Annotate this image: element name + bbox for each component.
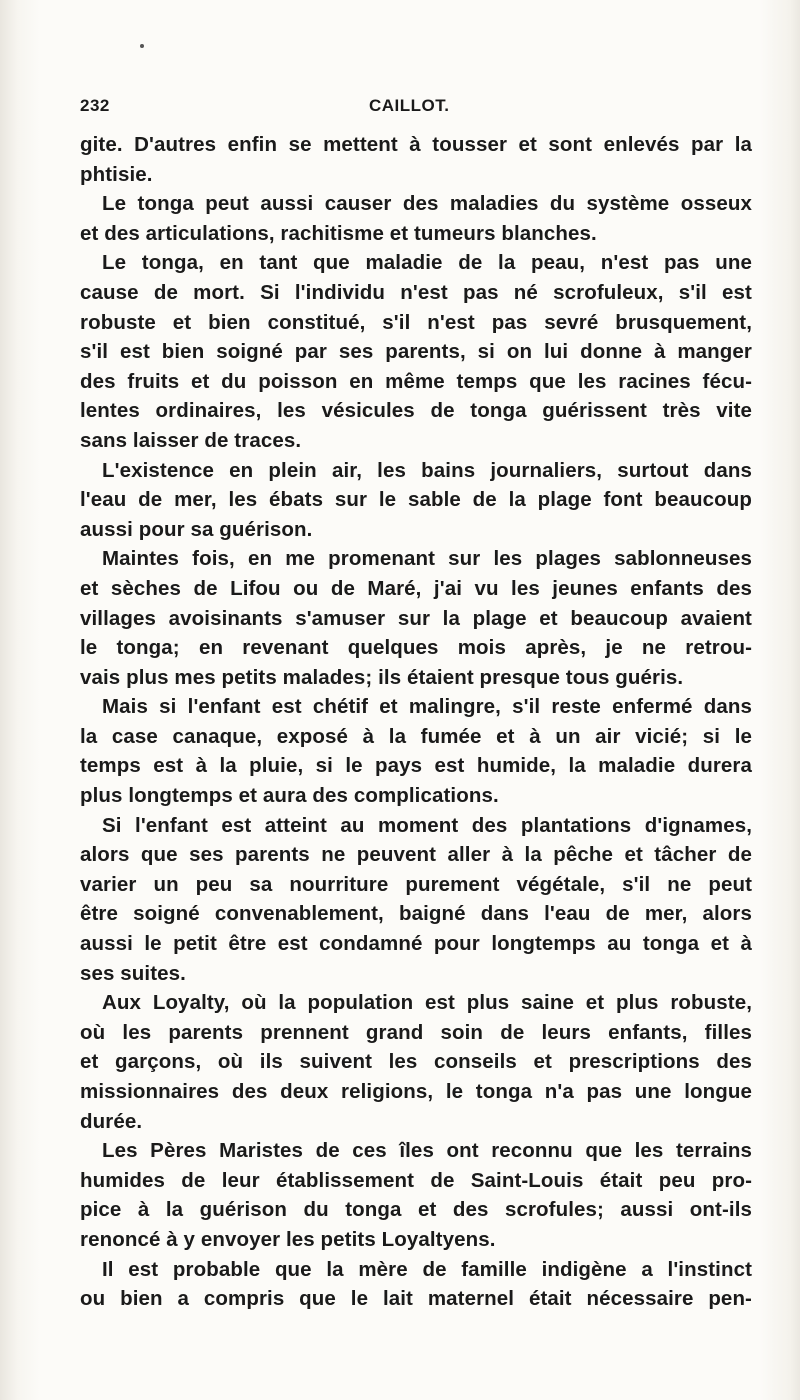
text-line: et sèches de Lifou ou de Maré, j'ai vu les jeunes enfants des	[80, 576, 752, 600]
text-line: aussi pour sa guérison.	[80, 517, 313, 541]
text-line: et des articulations, rachitisme et tumeurs blanches.	[80, 221, 597, 245]
text-line: alors que ses parents ne peuvent aller à la pêche et tâcher de	[80, 843, 752, 867]
text-line: des fruits et du poisson en même temps que les racines fécu-	[80, 369, 752, 393]
text-line: être soigné convenablement, baigné dans l'eau de mer, alors	[80, 902, 752, 926]
body-text	[80, 130, 752, 1314]
text-line: vais plus mes petits malades; ils étaient presque tous guéris.	[80, 665, 684, 689]
text-line: plus longtemps et aura des complications.	[80, 784, 499, 808]
text-line: renoncé à y envoyer les petits Loyaltyens.	[80, 1227, 496, 1251]
running-title: CAILLOT.	[369, 96, 450, 115]
text-line: Les Pères Maristes de ces îles ont reconnu que les terrains	[102, 1139, 752, 1163]
text-line: où les parents prennent grand soin de leurs enfants, filles	[80, 1020, 752, 1044]
text-line: le tonga; en revenant quelques mois après, je ne retrou-	[80, 636, 752, 660]
text-line: gite. D'autres enfin se mettent à tousser et sont enlevés par la	[80, 133, 752, 156]
text-line: lentes ordinaires, les vésicules de tonga guérissent très vite	[80, 399, 752, 423]
text-line: aussi le petit être est condamné pour longtemps au tonga et à	[80, 932, 752, 956]
text-line: Mais si l'enfant est chétif et malingre, s'il reste enfermé dans	[102, 695, 752, 719]
text-line: missionnaires des deux religions, le tonga n'a pas une longue	[80, 1080, 752, 1103]
text-line: Le tonga peut aussi causer des maladies du système osseux	[102, 192, 752, 216]
text-line: s'il est bien soigné par ses parents, si on lui donne à manger	[80, 340, 752, 364]
text-line: varier un peu sa nourriture purement végétale, s'il ne peut	[80, 872, 752, 896]
text-line: Il est probable que la mère de famille indigène a l'instinct	[102, 1257, 752, 1281]
text-line: cause de mort. Si l'individu n'est pas né scrofuleux, s'il est	[80, 280, 752, 304]
text-line: ses suites.	[80, 961, 186, 985]
ink-speck	[140, 44, 144, 48]
text-line: L'existence en plein air, les bains journaliers, surtout dans	[102, 458, 752, 482]
text-line: Maintes fois, en me promenant sur les plages sablonneuses	[102, 547, 752, 571]
text-line: durée.	[80, 1109, 143, 1133]
text-line: Le tonga, en tant que maladie de la peau, n'est pas une	[102, 251, 752, 275]
text-line: humides de leur établissement de Saint-Louis était peu pro-	[80, 1168, 752, 1192]
text-line: pice à la guérison du tonga et des scrofules; aussi ont-ils	[80, 1198, 752, 1222]
text-line: et garçons, où ils suivent les conseils et prescriptions des	[80, 1050, 752, 1074]
text-line: villages avoisinants s'amuser sur la plage et beaucoup avaient	[80, 606, 752, 630]
text-line: robuste et bien constitué, s'il n'est pas sevré brusquement,	[80, 310, 752, 334]
text-line: l'eau de mer, les ébats sur le sable de la plage font beaucoup	[80, 488, 752, 512]
page-header	[80, 96, 752, 120]
text-line: Si l'enfant est atteint au moment des plantations d'ignames,	[102, 813, 752, 837]
text-line: sans laisser de traces.	[80, 428, 302, 452]
text-line: la case canaque, exposé à la fumée et à un air vicié; si le	[80, 724, 752, 748]
text-line: phtisie.	[80, 162, 153, 186]
page-number: 232	[80, 96, 110, 115]
text-line: temps est à la pluie, si le pays est humide, la maladie durera	[80, 754, 752, 778]
text-line: Aux Loyalty, où la population est plus saine et plus robuste,	[102, 991, 752, 1015]
text-line: ou bien a compris que le lait maternel était nécessaire pen-	[80, 1287, 752, 1311]
